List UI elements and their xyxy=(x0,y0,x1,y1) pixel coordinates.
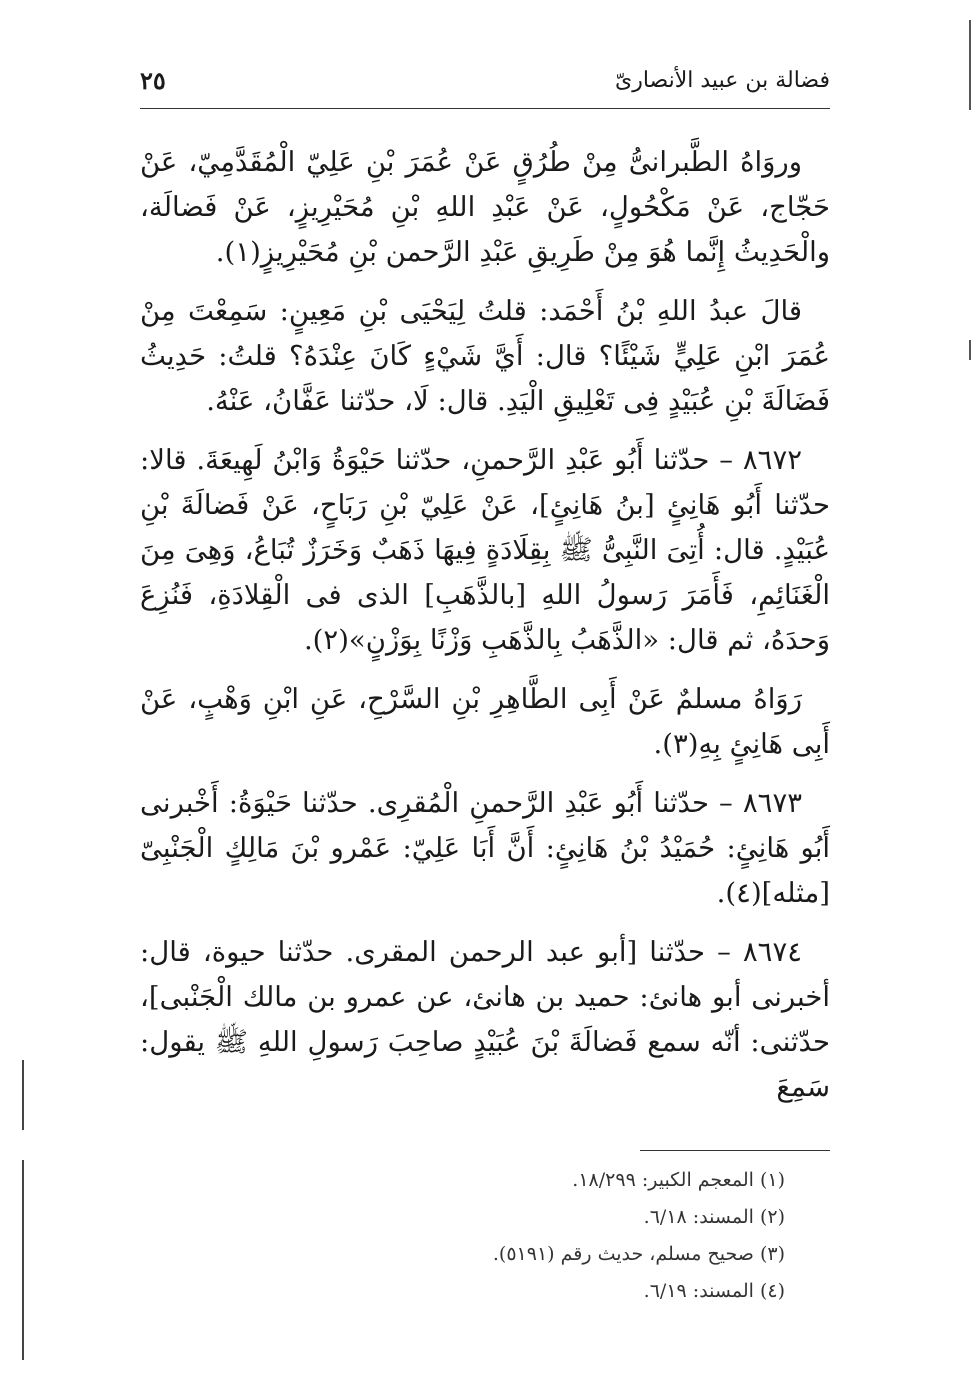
footnote: (٣) صحيح مسلم، حديث رقم (٥١٩١). xyxy=(492,1243,785,1265)
paragraph: رَوَاهُ مسلمٌ عَنْ أَبِى الطَّاهِرِ بْنِ السَّرْحِ، عَنِ ابْنِ وَهْبٍ، عَنْ أَبِى هَانِئٍ بِهِ(٣). xyxy=(140,683,830,760)
footnote: (٢) المسند: ٦/١٨. xyxy=(643,1206,785,1228)
scan-edge-line xyxy=(969,20,971,110)
running-title: فضالة بن عبيد الأنصارىّ xyxy=(614,67,830,93)
scan-edge-line xyxy=(22,1060,24,1130)
scan-edge-line xyxy=(22,1160,24,1360)
paragraph: قالَ عبدُ اللهِ بْنُ أَحْمَد: قلتُ لِيَحْيَى بْنِ مَعِينٍ: سَمِعْتَ مِنْ عُمَرَ ابْنِ عَلِيٍّ شَيْئًا؟ قال: أَيَّ شَيْءٍ كَانَ عِنْدَهُ؟ قلتُ: حَدِيثُ فَضَالَةَ بْنِ عُبَيْدٍ فِى تَعْلِيقِ الْيَدِ. قال: لَا، حدّثنا عَفَّانُ، عَنْهُ. xyxy=(140,295,830,417)
footnote: (٤) المسند: ٦/١٩. xyxy=(643,1280,785,1302)
main-text xyxy=(140,140,830,1118)
header-rule xyxy=(140,108,830,109)
footnote: (١) المعجم الكبير: ١٨/٢٩٩. xyxy=(572,1169,785,1191)
hadith-8672: ٨٦٧٢ – حدّثنا أَبُو عَبْدِ الرَّحمنِ، حدّثنا حَيْوَةُ وَابْنُ لَهِيعَةَ. قالا: حدّثنا أَبُو هَانِئٍ [بنُ هَانِئٍ]، عَنْ عَلِيّ بْنِ رَبَاحٍ، عَنْ فَضالَةَ بْنِ عُبَيْدٍ. قال: أُتِىَ النَّبِىُّ ﷺ بِقِلَادَةٍ فِيهَا ذَهَبٌ وَخَرَزٌ تُبَاعُ، وَهِىَ مِنَ الْغَنَائِمِ، فَأَمَرَ رَسولُ اللهِ [بالذَّهَبِ] الذى فى الْقِلادَةِ، فَنُزِعَ وَحدَهُ، ثم قال: «الذَّهَبُ بِالذَّهَبِ وَزْنًا بِوَزْنٍ»(٢). xyxy=(140,444,830,656)
page-number: ٢٥ xyxy=(140,65,166,95)
hadith-8673: ٨٦٧٣ – حدّثنا أَبُو عَبْدِ الرَّحمنِ الْمُقرِى. حدّثنا حَيْوَةُ: أَخْبرنى أَبُو هَانِئٍ: حُمَيْدُ بْنُ هَانِئٍ: أَنَّ أَبَا عَلِيّ: عَمْرو بْنَ مَالِكٍ الْجَنْبِىّ [مثله](٤). xyxy=(140,787,830,909)
footnote-rule xyxy=(640,1150,830,1151)
paragraph: وروَاهُ الطَّبرانىُّ مِنْ طُرُقٍ عَنْ عُمَرَ بْنِ عَلِيّ الْمُقَدَّمِيّ، عَنْ حَجّاج، عَنْ مَكْحُولٍ، عَنْ عَبْدِ اللهِ بْنِ مُحَيْرِيزٍ، عَنْ فَضالَة، والْحَدِيثُ إِنَّما هُوَ مِنْ طَرِيقِ عَبْدِ الرَّحمن بْنِ مُحَيْرِيزٍ(١). xyxy=(140,146,830,268)
footnotes xyxy=(300,1162,785,1310)
hadith-8674: ٨٦٧٤ – حدّثنا [أبو عبد الرحمن المقرى. حدّثنا حيوة، قال: أخبرنى أبو هانئ: حميد بن هانئ، عن عمرو بن مالك الْجَنْبى]، حدّثنى: أنّه سمع فَضالَةَ بْنَ عُبَيْدٍ صاحِبَ رَسولِ اللهِ ﷺ يقول: سَمِعَ xyxy=(140,936,830,1103)
scan-edge-line xyxy=(969,340,971,360)
running-header xyxy=(140,58,830,102)
